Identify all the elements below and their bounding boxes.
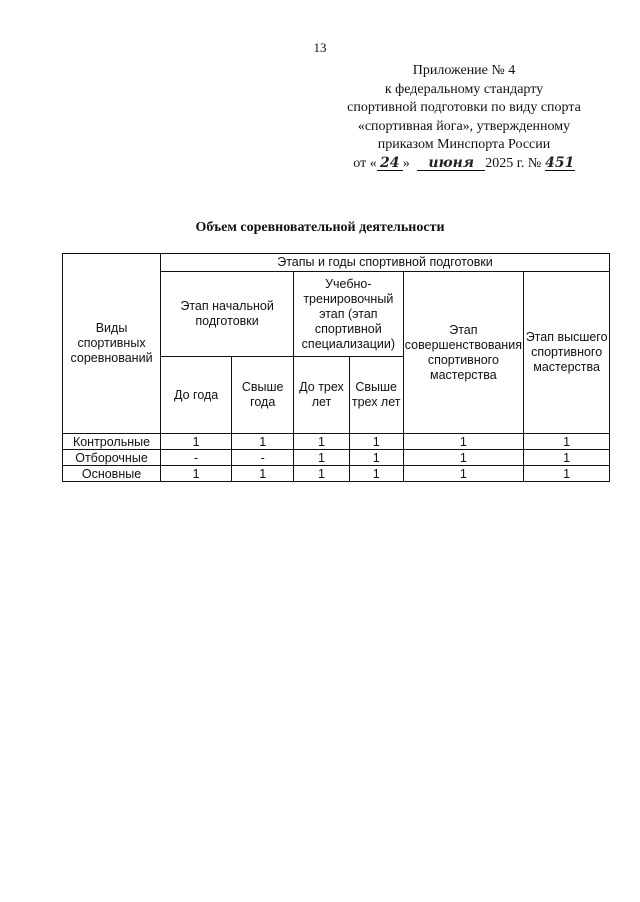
order-date-line [314, 155, 614, 174]
order-year: 2025 г. № [485, 155, 542, 171]
stage-training-header: Учебно-тренировочный этап (этап спортивной специализации) [294, 272, 403, 357]
sub-header-over-year: Свыше года [232, 357, 294, 434]
appendix-line: Приложение № 4 [412, 63, 516, 78]
table-cell: 1 [232, 434, 294, 450]
stage-improvement-header: Этап совершенствования спортивного мастерства [403, 272, 524, 434]
stage-higher-header: Этап высшего спортивного мастерства [524, 272, 610, 434]
table-cell: 1 [524, 434, 610, 450]
table-cell: 1 [294, 450, 350, 466]
order-day: 24 [377, 156, 403, 171]
table-row [63, 434, 610, 450]
table-cell: 1 [161, 466, 232, 482]
types-header: Виды спортивных соревнований [63, 254, 161, 434]
table-cell: - [161, 450, 232, 466]
table-cell: 1 [294, 466, 350, 482]
table-cell: 1 [349, 450, 403, 466]
appendix-line: приказом Минспорта России [377, 137, 551, 153]
order-month: июня [417, 156, 485, 171]
appendix-header [314, 62, 614, 174]
date-prefix: от « [353, 155, 377, 171]
appendix-line: к федеральному стандарту [384, 81, 544, 97]
table-cell: 1 [349, 434, 403, 450]
page-number: 13 [313, 40, 327, 55]
table-cell: 1 [524, 466, 610, 482]
table-cell: 1 [232, 466, 294, 482]
table-cell: 1 [161, 434, 232, 450]
stage-initial-header: Этап начальной подготовки [161, 272, 294, 357]
table-cell: 1 [349, 466, 403, 482]
table-row [63, 466, 610, 482]
row-label: Контрольные [63, 434, 161, 450]
table-cell: - [232, 450, 294, 466]
row-label: Основные [63, 466, 161, 482]
row-label: Отборочные [63, 450, 161, 466]
table-cell: 1 [294, 434, 350, 450]
competition-volume-table [62, 253, 610, 482]
table-cell: 1 [403, 450, 524, 466]
order-number: 451 [545, 154, 575, 171]
sub-header-over-three: Свыше трех лет [349, 357, 403, 434]
table-cell: 1 [403, 434, 524, 450]
document-title: Объем соревновательной деятельности [195, 220, 445, 235]
sub-header-up-to-year: До года [161, 357, 232, 434]
table-header-row [63, 254, 610, 272]
sub-header-up-to-three: До трех лет [294, 357, 350, 434]
table-cell: 1 [403, 466, 524, 482]
table-row [63, 450, 610, 466]
table-cell: 1 [524, 450, 610, 466]
appendix-line: спортивной подготовки по виду спорта [347, 100, 581, 116]
stages-header: Этапы и годы спортивной подготовки [161, 254, 610, 272]
date-mid: » [402, 155, 410, 171]
appendix-line: «спортивная йога», утвержденному [357, 118, 571, 134]
